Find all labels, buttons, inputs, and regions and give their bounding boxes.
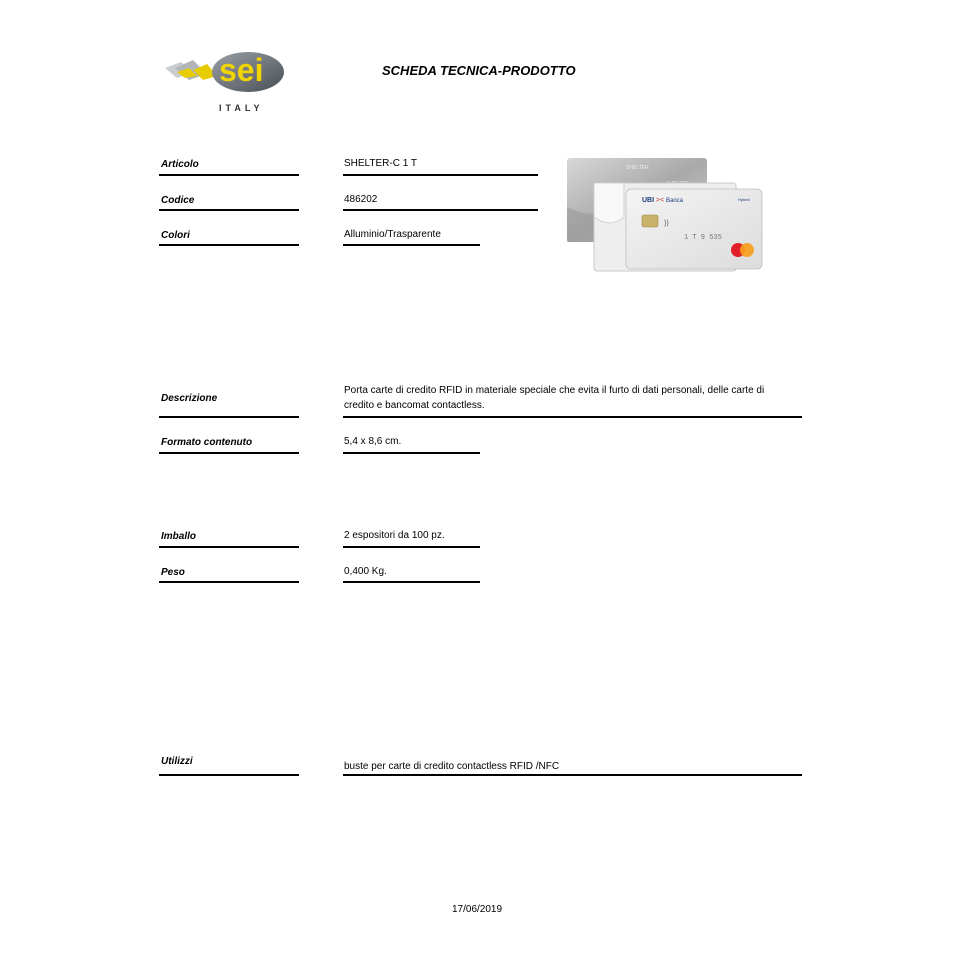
svg-text:><: >< bbox=[656, 197, 665, 204]
svg-text:1 T 9 535: 1 T 9 535 bbox=[684, 234, 722, 242]
svg-text:SHELTER: SHELTER bbox=[626, 165, 649, 171]
value-articolo: SHELTER-C 1 T bbox=[344, 158, 417, 169]
rule-colori-value bbox=[343, 244, 480, 246]
value-colori: Alluminio/Trasparente bbox=[344, 229, 441, 240]
value-codice: 486202 bbox=[344, 194, 378, 205]
rule-codice-value bbox=[343, 209, 538, 211]
rule-imballo-value bbox=[343, 546, 480, 548]
value-descrizione-line1: Porta carte di credito RFID in materiale speciale che evita il furto di dati personali, delle carte di bbox=[344, 385, 765, 396]
rfid-card-holder-image bbox=[566, 157, 764, 273]
svg-text:UBI: UBI bbox=[642, 197, 655, 204]
rule-descrizione-value bbox=[343, 416, 802, 418]
rule-colori-label bbox=[159, 244, 299, 246]
label-imballo: Imballo bbox=[161, 531, 197, 542]
label-formato: Formato contenuto bbox=[161, 437, 253, 448]
rule-imballo-label bbox=[159, 546, 299, 548]
value-descrizione-line2: credito e bancomat contactless. bbox=[344, 400, 485, 411]
rule-formato-label bbox=[159, 452, 299, 454]
footer-date: 17/06/2019 bbox=[452, 904, 503, 915]
label-articolo: Articolo bbox=[161, 159, 199, 170]
rule-utilizzi-value bbox=[343, 774, 802, 776]
page-title: SCHEDA TECNICA-PRODOTTO bbox=[382, 63, 576, 78]
brand-subtitle: ITALY bbox=[219, 103, 264, 113]
svg-text:Hybrid: Hybrid bbox=[738, 197, 750, 202]
brand-wordmark: sei bbox=[219, 52, 264, 88]
svg-text:)): )) bbox=[664, 220, 669, 227]
product-image bbox=[566, 157, 764, 273]
label-utilizzi: Utilizzi bbox=[161, 756, 193, 767]
label-descrizione: Descrizione bbox=[161, 393, 218, 404]
value-formato: 5,4 x 8,6 cm. bbox=[344, 436, 402, 447]
svg-text:Banca: Banca bbox=[666, 198, 684, 204]
rule-peso-value bbox=[343, 581, 480, 583]
label-colori: Colori bbox=[161, 230, 190, 241]
brand-logo bbox=[163, 48, 288, 118]
rule-descrizione-label bbox=[159, 416, 299, 418]
rule-codice-label bbox=[159, 209, 299, 211]
rule-utilizzi-label bbox=[159, 774, 299, 776]
value-imballo: 2 espositori da 100 pz. bbox=[344, 530, 445, 541]
label-peso: Peso bbox=[161, 567, 185, 578]
rule-articolo-label bbox=[159, 174, 299, 176]
value-utilizzi: buste per carte di credito contactless RFID /NFC bbox=[344, 761, 560, 772]
rule-peso-label bbox=[159, 581, 299, 583]
rule-articolo-value bbox=[343, 174, 538, 176]
value-peso: 0,400 Kg. bbox=[344, 566, 387, 577]
rule-formato-value bbox=[343, 452, 480, 454]
label-codice: Codice bbox=[161, 195, 195, 206]
